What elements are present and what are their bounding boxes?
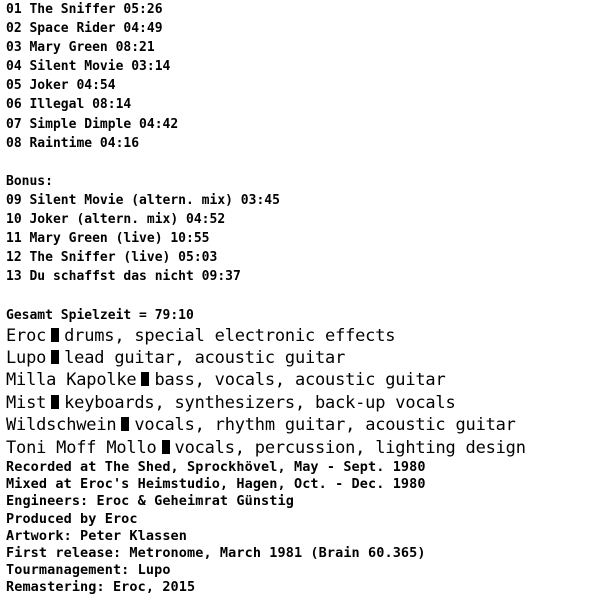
spacer bbox=[6, 286, 596, 305]
member-name: Lupo bbox=[6, 348, 47, 368]
member-line bbox=[6, 414, 596, 436]
bonus-track-line: 12 The Sniffer (live) 05:03 bbox=[6, 250, 218, 266]
band-members bbox=[6, 325, 596, 459]
member-line bbox=[6, 325, 596, 347]
credit-line: Artwork: Peter Klassen bbox=[6, 527, 188, 544]
credit-line: Mixed at Eroc's Heimstudio, Hagen, Oct. - Dec. 1980 bbox=[6, 476, 426, 493]
tracklist bbox=[6, 0, 596, 153]
separator-block-icon bbox=[51, 328, 59, 342]
member-name: Wildschwein bbox=[6, 415, 117, 436]
member-line bbox=[6, 437, 596, 459]
member-role: drums, special electronic effects bbox=[64, 325, 396, 346]
bonus-section bbox=[6, 172, 596, 287]
bonus-track-line: 10 Joker (altern. mix) 04:52 bbox=[6, 212, 226, 228]
track-line: 04 Silent Movie 03:14 bbox=[6, 59, 171, 75]
member-name: Milla Kapolke bbox=[6, 370, 137, 391]
member-name: Mist bbox=[6, 392, 47, 413]
member-line bbox=[6, 347, 596, 369]
separator-block-icon bbox=[162, 440, 170, 454]
member-line bbox=[6, 392, 596, 414]
member-role: keyboards, synthesizers, back-up vocals bbox=[64, 392, 456, 413]
track-line: 01 The Sniffer 05:26 bbox=[6, 2, 163, 17]
member-role: bass, vocals, acoustic guitar bbox=[154, 370, 446, 391]
bonus-track-line: 11 Mary Green (live) 10:55 bbox=[6, 231, 210, 247]
bonus-track-line: 13 Du schaffst das nicht 09:37 bbox=[6, 269, 241, 285]
member-role: vocals, rhythm guitar, acoustic guitar bbox=[134, 415, 516, 436]
credit-line: Tourmanagement: Lupo bbox=[6, 562, 171, 579]
total-playtime: Gesamt Spielzeit = 79:10 bbox=[6, 307, 194, 323]
track-line: 02 Space Rider 04:49 bbox=[6, 21, 163, 37]
separator-block-icon bbox=[51, 350, 59, 364]
credit-line: First release: Metronome, March 1981 (Brain 60.365) bbox=[6, 545, 426, 562]
member-role: lead guitar, acoustic guitar bbox=[64, 348, 346, 368]
credit-line: Engineers: Eroc & Geheimrat Günstig bbox=[6, 493, 294, 510]
separator-block-icon bbox=[121, 417, 129, 431]
member-role: vocals, percussion, lighting design bbox=[174, 437, 526, 458]
credit-line: Recorded at The Shed, Sprockhövel, May - Sept. 1980 bbox=[6, 459, 426, 476]
production-credits bbox=[6, 459, 596, 597]
bonus-track-line: 09 Silent Movie (altern. mix) 03:45 bbox=[6, 192, 280, 208]
track-line: 07 Simple Dimple 04:42 bbox=[6, 116, 179, 132]
track-line: 05 Joker 04:54 bbox=[6, 78, 116, 94]
liner-notes bbox=[6, 0, 596, 597]
member-name: Toni Moff Mollo bbox=[6, 437, 157, 458]
separator-block-icon bbox=[141, 372, 149, 386]
separator-block-icon bbox=[51, 395, 59, 409]
track-line: 08 Raintime 04:16 bbox=[6, 135, 140, 151]
member-name: Eroc bbox=[6, 325, 47, 346]
spacer bbox=[6, 153, 596, 172]
credit-line: Remastering: Eroc, 2015 bbox=[6, 579, 196, 596]
bonus-heading: Bonus: bbox=[6, 173, 53, 189]
track-line: 03 Mary Green 08:21 bbox=[6, 40, 155, 56]
credit-line: Produced by Eroc bbox=[6, 510, 138, 527]
member-line bbox=[6, 369, 596, 391]
track-line: 06 Illegal 08:14 bbox=[6, 97, 132, 113]
